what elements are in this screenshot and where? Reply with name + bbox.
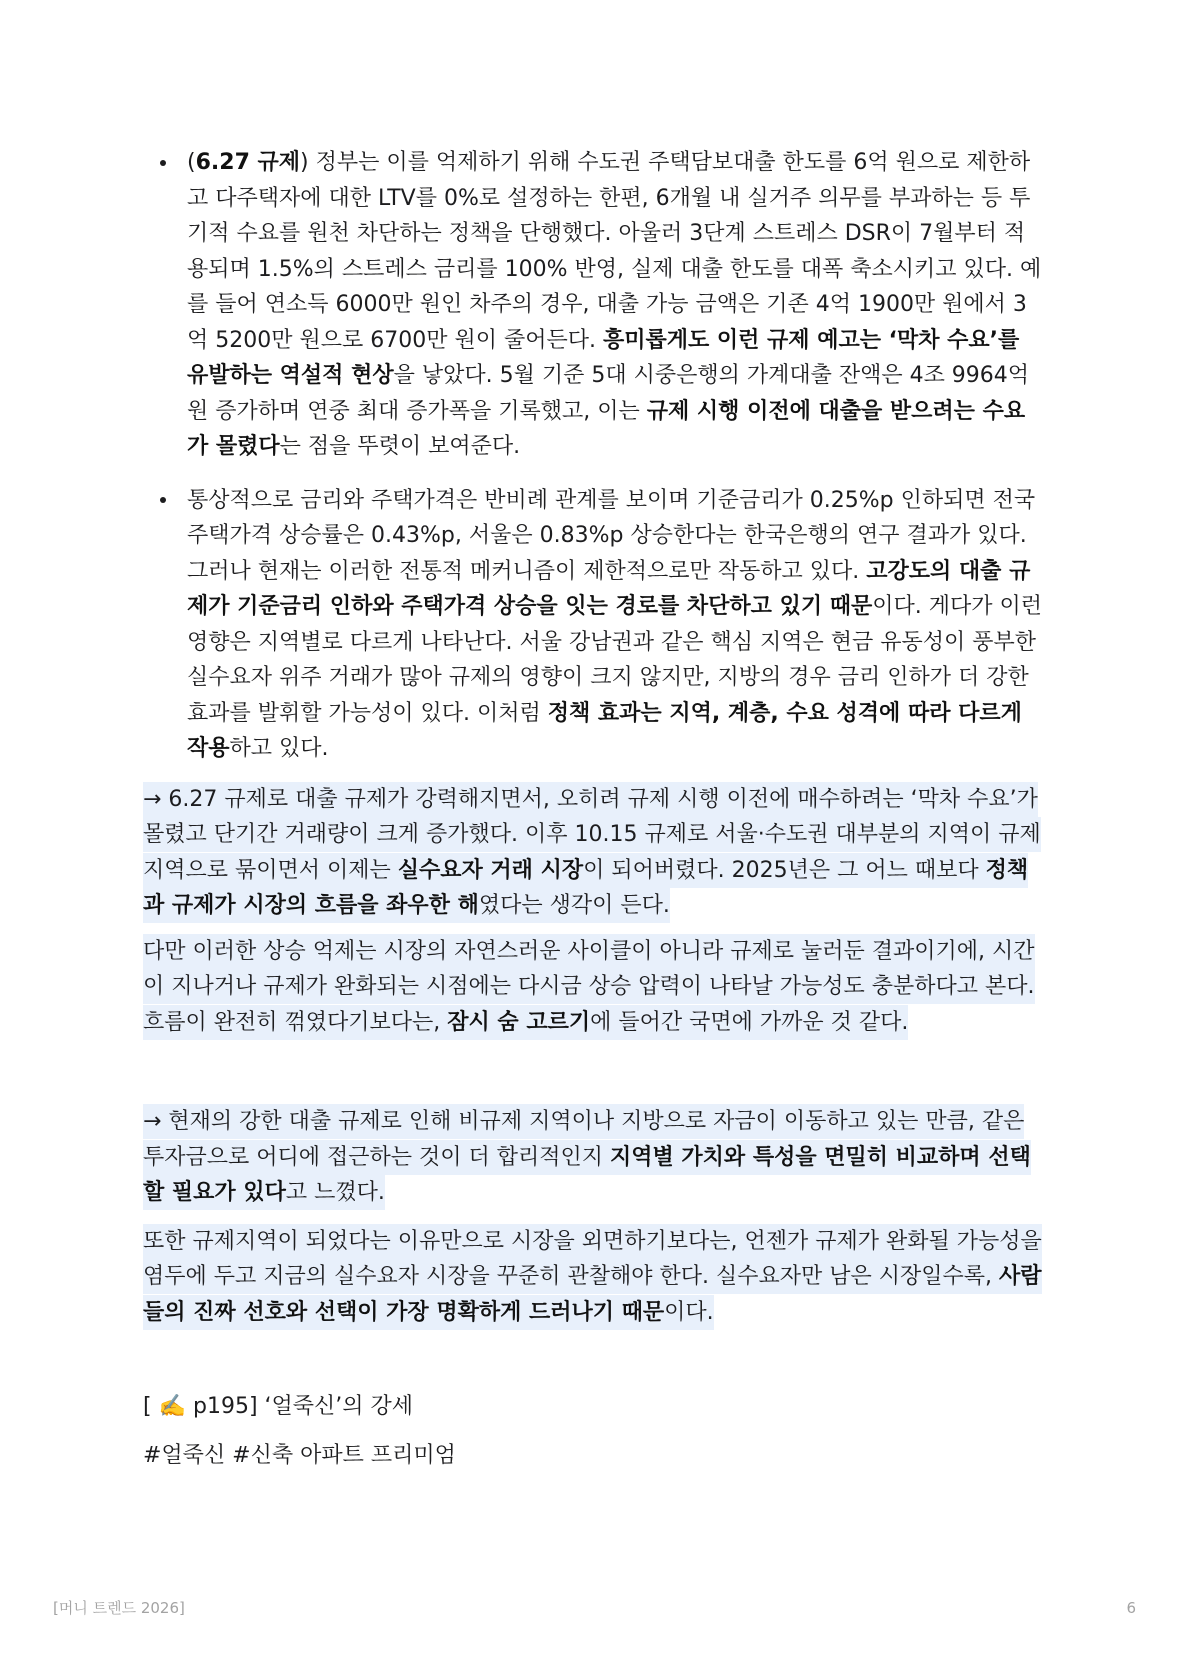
reference-open-bracket: [ (143, 1394, 152, 1419)
emphasis-run: 정책과 규제가 시장의 흐름을 좌우한 해 (143, 857, 1029, 918)
bullet-icon (160, 497, 166, 503)
highlighted-note (143, 782, 1041, 924)
body-text-run: 고 느꼈다. (285, 1180, 385, 1205)
note-paragraph (143, 782, 1043, 924)
note-paragraph (143, 1104, 1043, 1211)
page-number: 6 (1126, 1599, 1136, 1617)
emphasis-run: 규제 시행 이전에 대출을 받으려는 수요가 몰렸다 (187, 398, 1026, 459)
emphasis-run: 정책 효과는 지역, 계층, 수요 성격에 따라 다르게 작용 (187, 700, 1022, 761)
bullet-item-interest-rate (143, 483, 1043, 767)
highlighted-note (143, 1224, 1042, 1330)
body-text-run: 다만 이러한 상승 억제는 시장의 자연스러운 사이클이 아니라 규제로 눌러둔 결과이기에, 시간이 지나거나 규제가 완화되는 시점에는 다시금 상승 압력이 나타날 가능성도 충분하다고 본다. 흐름이 완전히 꺾였다기보다는, (143, 938, 1035, 1035)
bullet-icon (160, 160, 166, 166)
reference-heading (143, 1389, 1043, 1425)
body-text-run: 이다. 게다가 이런 영향은 지역별로 다르게 나타난다. 서울 강남권과 같은 핵심 지역은 현금 유동성이 풍부한 실수요자 위주 거래가 많아 규제의 영향이 크지 않지만, 지방의 경우 금리 인하가 더 강한 효과를 발휘할 가능성이 있다. 이처럼 (187, 594, 1042, 726)
body-text-run: → 현재의 강한 대출 규제로 인해 비규제 지역이나 지방으로 자금이 이동하고 있는 만큼, 같은 투자금으로 어디에 접근하는 것이 더 합리적인지 (143, 1109, 1025, 1170)
emphasis-run: 고강도의 대출 규제가 기준금리 인하와 주택가격 상승을 잇는 경로를 차단하고 있기 때문 (187, 558, 1031, 619)
bullet-paragraph (187, 145, 1043, 465)
body-text-run: 이 되어버렸다. 2025년은 그 어느 때보다 (583, 857, 986, 883)
footer-book-title: [머니 트렌드 2026] (53, 1599, 185, 1617)
emphasis-run: 실수요자 거래 시장 (397, 857, 584, 883)
note-paragraph (143, 1224, 1043, 1331)
body-text-run: 을 낳았다. 5월 기준 5대 시중은행의 가계대출 잔액은 4조 9964억 원 증가하며 연중 최대 증가폭을 기록했고, 이는 (187, 363, 1030, 424)
body-text-run: 통상적으로 금리와 주택가격은 반비례 관계를 보이며 기준금리가 0.25%p 인하되면 전국 주택가격 상승률은 0.43%p, 서울은 0.83%p 상승한다는 한국은행의 연구 결과가 있다. 그러나 현재는 이러한 전통적 메커니즘이 제한적으로만 작동하고 있다. (187, 487, 1036, 584)
body-text-run: 또한 규제지역이 되었다는 이유만으로 시장을 외면하기보다는, 언젠가 규제가 완화될 가능성을 염두에 두고 지금의 실수요자 시장을 꾸준히 관찰해야 한다. 실수요자만 남은 시장일수록, (143, 1228, 1042, 1289)
note-paragraph (143, 934, 1043, 1041)
bullet-paragraph (187, 483, 1043, 767)
bullet-item-regulation (143, 145, 1043, 465)
emphasis-run: 사람들의 진짜 선호와 선택이 가장 명확하게 드러나기 때문 (143, 1264, 1042, 1325)
body-text-run: 이다. (664, 1299, 714, 1325)
highlighted-note (143, 1104, 1031, 1210)
hashtag-line: #얼죽신 #신축 아파트 프리미엄 (143, 1442, 456, 1468)
emphasis-run: 흥미롭게도 이런 규제 예고는 ‘막차 수요’를 유발하는 역설적 현상 (187, 327, 1020, 388)
body-text-run: 였다는 생각이 든다. (478, 893, 670, 918)
body-text-run: 하고 있다. (229, 736, 329, 761)
body-text-run: ( (187, 150, 196, 175)
emphasis-run: 6.27 규제 (195, 150, 301, 175)
emphasis-run: 잠시 숨 고르기 (447, 1009, 591, 1035)
writing-hand-icon: ✍️ (158, 1394, 186, 1419)
body-text-run: 에 들어간 국면에 가까운 것 같다. (590, 1009, 909, 1035)
emphasis-run: 지역별 가치와 특성을 면밀히 비교하며 선택할 필요가 있다 (143, 1144, 1031, 1205)
bullet-list (143, 145, 1043, 767)
body-text-run: 는 점을 뚜렷이 보여준다. (279, 434, 521, 459)
body-text-run: → 6.27 규제로 대출 규제가 강력해지면서, 오히려 규제 시행 이전에 매수하려는 ‘막차 수요’가 몰렸고 단기간 거래량이 크게 증가했다. 이후 10.15 규제로 서울·수도권 대부분의 지역이 규제지역으로 묶이면서 이제는 (143, 786, 1041, 883)
reference-label: p195] ‘얼죽신’의 강세 (193, 1394, 414, 1419)
page-body (143, 145, 1043, 1473)
body-text-run: ) 정부는 이를 억제하기 위해 수도권 주택담보대출 한도를 6억 원으로 제한하고 다주택자에 대한 LTV를 0%로 설정하는 한편, 6개월 내 실거주 의무를 부과하는 등 투기적 수요를 원천 차단하는 정책을 단행했다. 아울러 3단계 스트레스 DSR이 7월부터 적용되며 1.5%의 스트레스 금리를 100% 반영, 실제 대출 한도를 대폭 축소시키고 있다. 예를 들어 연소득 6000만 원인 차주의 경우, 대출 가능 금액은 기존 4억 1900만 원에서 3억 5200만 원으로 6700만 원이 줄어든다. (187, 150, 1042, 353)
highlighted-note (143, 934, 1035, 1040)
